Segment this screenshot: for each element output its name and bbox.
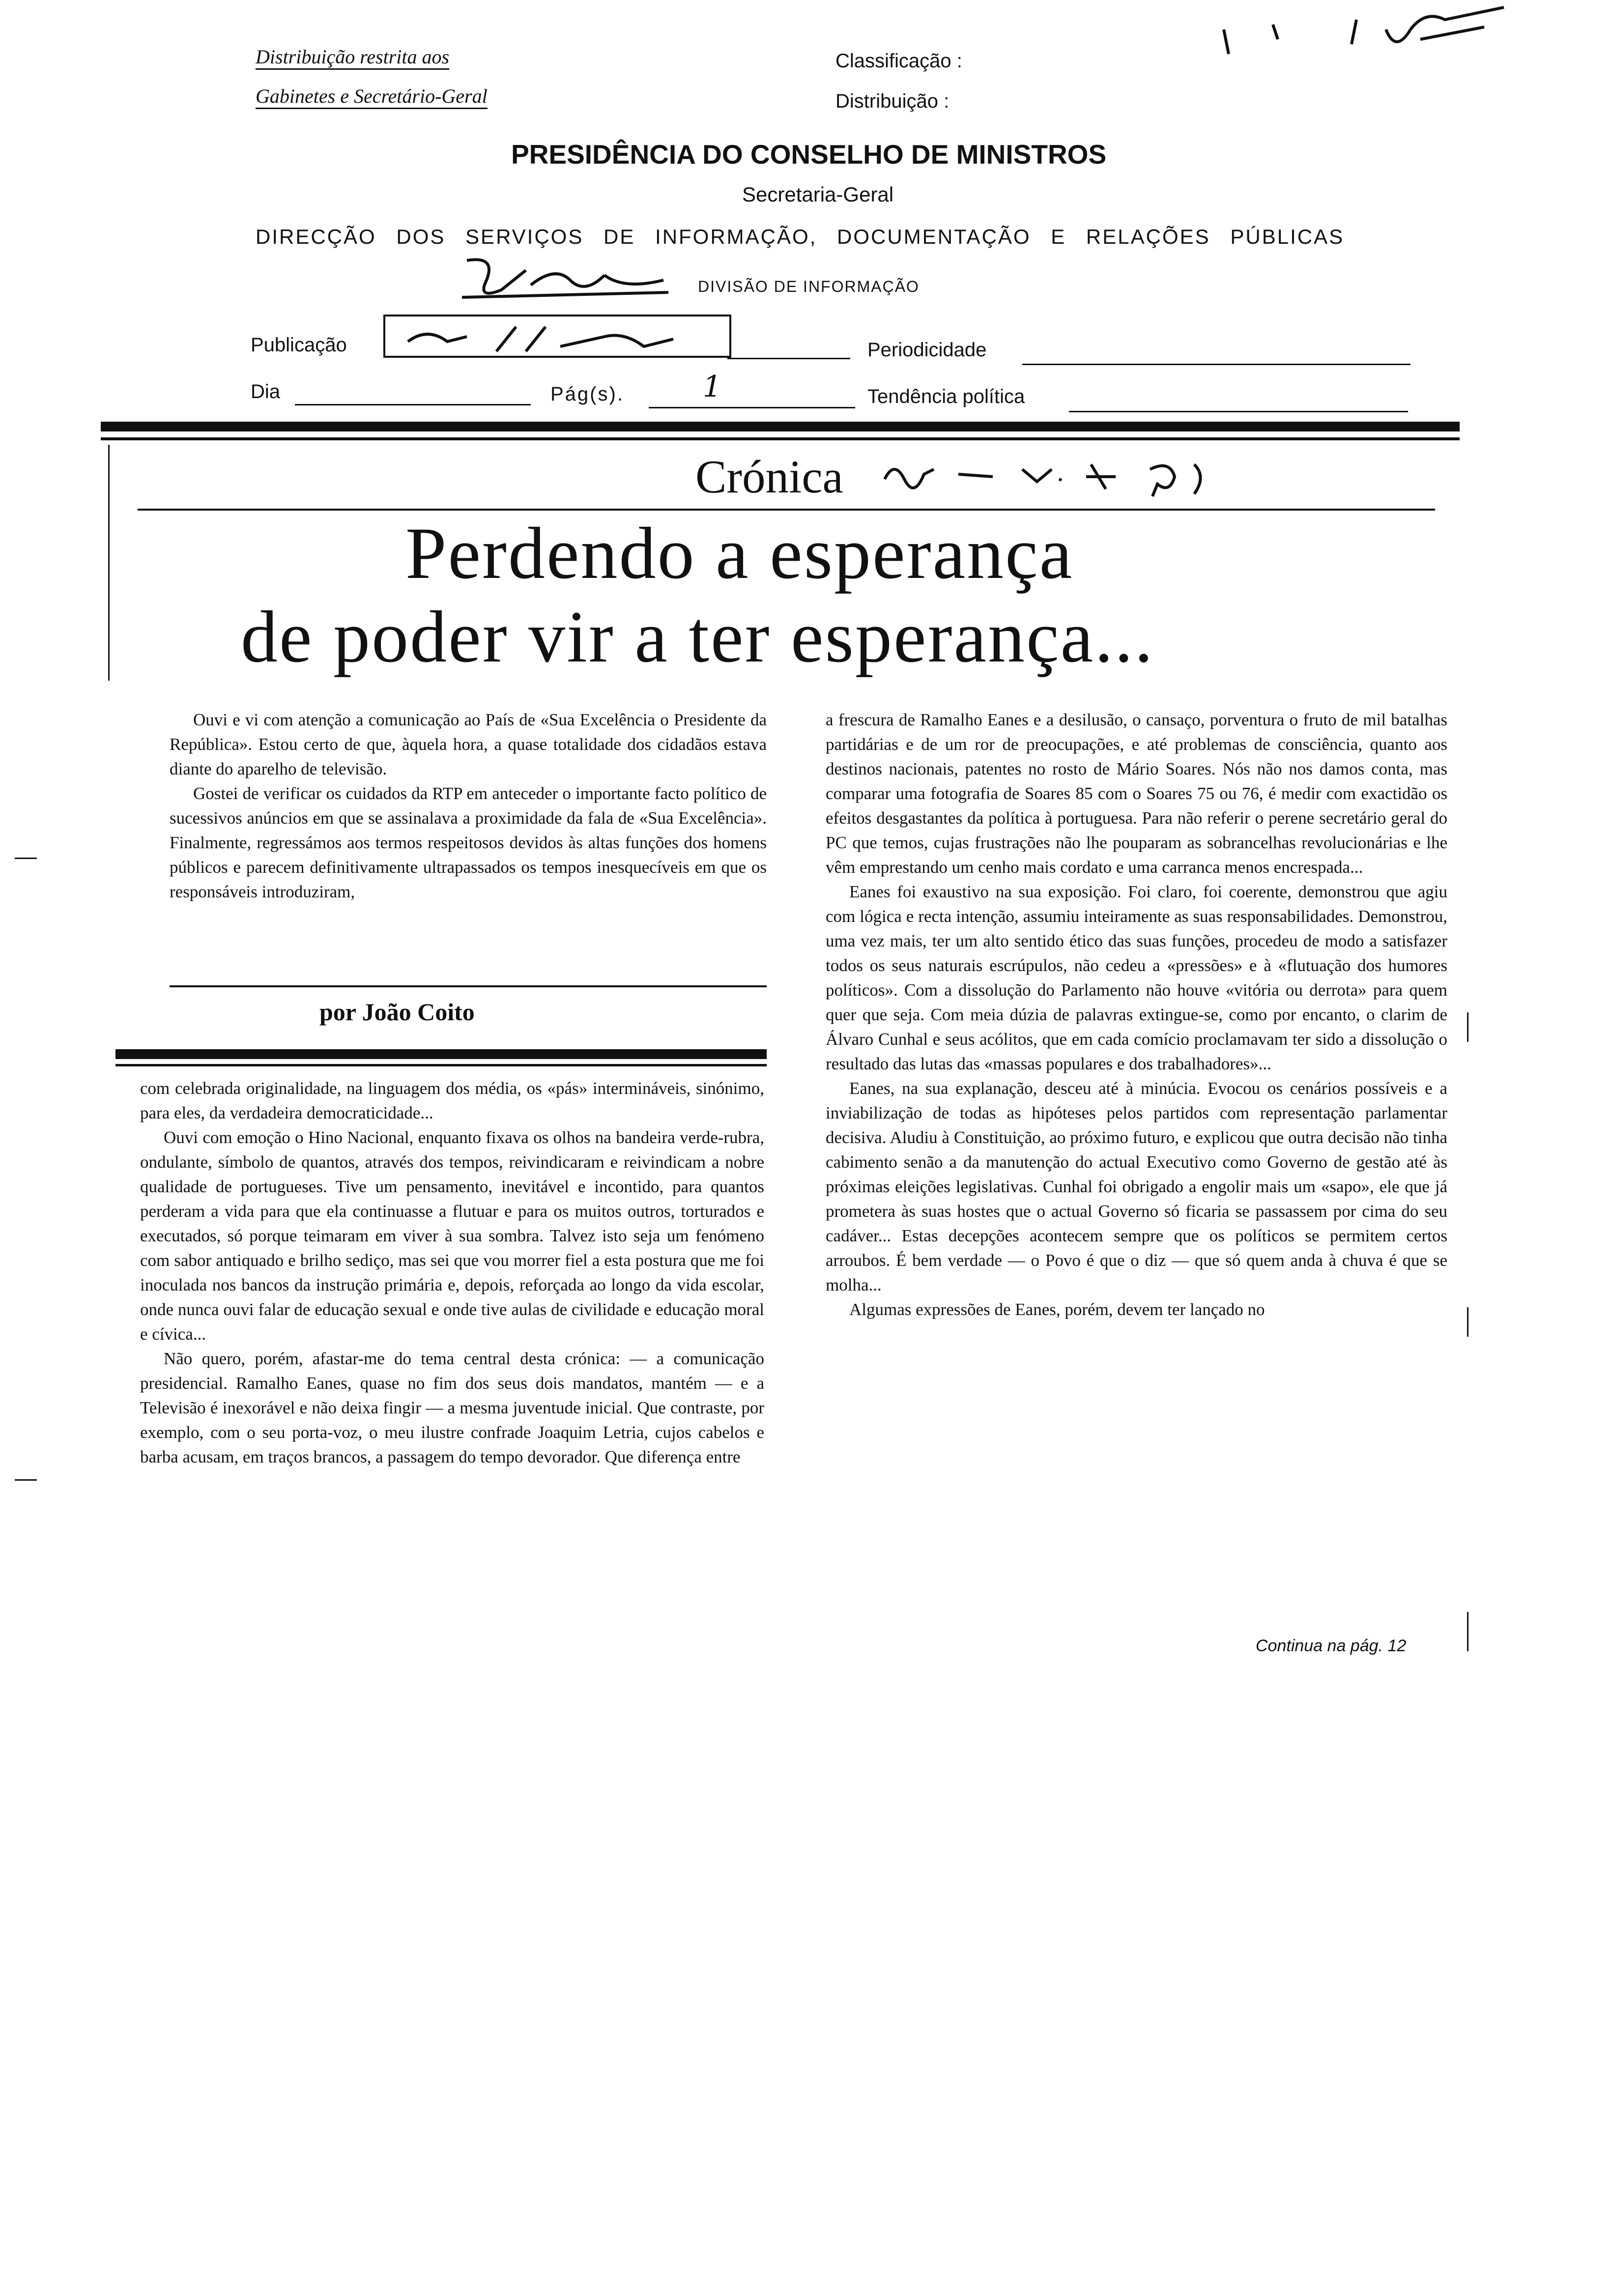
periodicity-label: Periodicidade [867,339,987,361]
handwritten-signature [457,251,673,310]
margin-mark [1467,1012,1468,1042]
article-left-border [108,445,110,681]
directorate-title: DIRECÇÃO DOS SERVIÇOS DE INFORMAÇÃO, DOCUMENTAÇÃO E RELAÇÕES PÚBLICAS [256,225,1345,248]
paragraph: Ouvi com emoção o Hino Nacional, enquanto fixava os olhos na bandeira verde-rubra, ondulante, símbolo de quantos, através dos tempos, reivindicaram e reivindicam a nobre qualidade de portugueses. Tive um pensamento, inevitável e incontido, para quantos perderam a vida para que ela continuasse a flutuar e para os muitos outros, torturados e executados, só porque teimaram em viver à sua sombra. Talvez isto seja um fenómeno com sabor antiquado e brilho sediço, mas sei que vou morrer fiel a esta postura que me foi inoculada nos bancos da instrução primária e, depois, reforçada ao longo da vida escolar, onde nunca ouvi falar de educação sexual e onde tive aulas de civilidade e educação moral e cívica... [140,1128,764,1344]
division-label: DIVISÃO DE INFORMAÇÃO [698,278,920,295]
paragraph: a frescura de Ramalho Eanes e a desilusão, o cansaço, porventura o fruto de mil batalhas partidárias e de um ror de preocupações, e até problemas de consciência, quanto aos destinos nacionais, patentes no rosto de Mário Soares. Nós não nos damos conta, mas comparar uma fotografia de Soares 85 com o Soares 75 ou 76, é medir com exactidão os efeitos desgastantes da política à portuguesa. Para não referir o perene secretário geral do PC que temos, cujas frustrações não lhe pouparam as sobrancelhas revolucionárias e lhe vêm emprestando um cenho mais cordato e uma carranca menos encrespada... [826,710,1447,877]
right-column [826,708,1447,1322]
classification-label: Classificação : [835,50,962,72]
paragraph: Eanes, na sua explanação, desceu até à minúcia. Evocou os cenários possíveis e a inviabilização de todas as hipóteses pelos partidos com representação parlamentar decisiva. Aludiu à Constituição, ao próximo futuro, e explicou que outra decisão não tinha cabimento senão a da manutenção do actual Executivo como Governo de gestão até às próximas eleições legislativas. Cunhal foi obrigado a engolir mais um «sapo», ele que já prometera às suas hostes que o actual Governo só ficaria se passassem por cima do seu cadáver... Estas decepções acontecem sempre que os políticos se permitem certos arroubos. É bem verdade — o Povo é que o diz — que só quem anda à chuva é que se molha... [826,1079,1447,1294]
header-separator-thick [101,422,1460,431]
section-underline [138,509,1435,511]
pages-label: Pág(s). [550,383,624,405]
left-column-top [170,708,767,904]
day-label: Dia [251,381,281,402]
paragraph: Não quero, porém, afastar-me do tema central desta crónica: — a comunicação presidencial. Ramalho Eanes, quase no fim dos seus dois mandatos, mantém — e a Televisão é inexorável e não deixa fingir — a mesma juventude inicial. Que contraste, por exemplo, com o seu porta-voz, o meu ilustre confrade Joaquim Letria, cujos cabelos e barba acusam, em traços brancos, a passagem do tempo devorador. Que diferença entre [140,1349,764,1466]
tendency-field-line [1069,411,1408,412]
margin-mark [15,1479,37,1481]
paragraph: Algumas expressões de Eanes, porém, devem ter lançado no [849,1300,1265,1319]
continuation-note: Continua na pág. 12 [1256,1636,1407,1655]
restricted-distribution-line2: Gabinetes e Secretário-Geral [256,85,488,109]
tendency-label: Tendência política [867,386,1025,407]
office-title: PRESIDÊNCIA DO CONSELHO DE MINISTROS [511,139,1107,170]
paragraph: Eanes foi exaustivo na sua exposição. Foi claro, foi coerente, demonstrou que agiu com lógica e recta intenção, assumiu inteiramente as suas responsabilidades. Demonstrou, uma vez mais, ter um alto sentido ético das suas funções, procedeu de modo a satisfazer todos os seus naturais escrúpulos, não cedeu a «pressões» e à «flutuação dos humores políticos». Com a dissolução do Parlamento não houve «vitória ou derrota» para quem quer que seja. Com meia dúzia de palavras extingue-se, como por encanto, o clarim de Álvaro Cunhal e seus acólitos, que em cada comício proclamavam ter sido a dissolução o resultado das lutas das «massas populares e dos trabalhadores»... [826,882,1447,1073]
byline: por João Coito [319,998,475,1026]
byline-thin-rule [115,1064,767,1066]
publication-field-line [727,358,850,359]
section-label: Crónica [695,451,843,503]
day-field-line [295,404,531,405]
byline-thick-rule [115,1049,767,1059]
pages-value: 1 [703,370,722,404]
handwritten-date-annotation [875,450,1229,504]
margin-mark [1467,1307,1468,1337]
pages-field-line [649,407,855,408]
header-separator-thin [101,437,1460,440]
secretariat-label: Secretaria-Geral [742,183,894,206]
margin-mark [15,858,37,859]
restricted-distribution-line1: Distribuição restrita aos [256,45,449,70]
paragraph: Gostei de verificar os cuidados da RTP em anteceder o importante facto político de sucessivos anúncios em que se assinalava a proximidade da fala de «Sua Excelência». Finalmente, regressámos aos termos respeitosos devidos às altas funções dos homens públicos e parecem definitivamente ultrapassados os tempos inesquecíveis em que os responsáveis introduziram, [170,784,767,901]
headline-line1: Perdendo a esperança [405,513,1074,594]
handwritten-reference-mark [1209,0,1524,64]
distribution-label: Distribuição : [835,90,950,112]
publication-stamp-scribble [398,317,718,356]
paragraph: com celebrada originalidade, na linguagem dos média, os «pás» intermináveis, sinónimo, para eles, da verdadeira democraticidade... [140,1079,764,1122]
periodicity-field-line [1022,364,1410,365]
publication-label: Publicação [251,334,347,356]
headline-line2: de poder vir a ter esperança... [241,596,1154,678]
margin-mark [1467,1612,1468,1651]
byline-top-rule [170,985,767,987]
paragraph: Ouvi e vi com atenção a comunicação ao País de «Sua Excelência o Presidente da República». Estou certo de que, àquela hora, a quase totalidade dos cidadãos estava diante do aparelho de televisão. [170,710,767,778]
left-column-bottom [140,1076,764,1469]
